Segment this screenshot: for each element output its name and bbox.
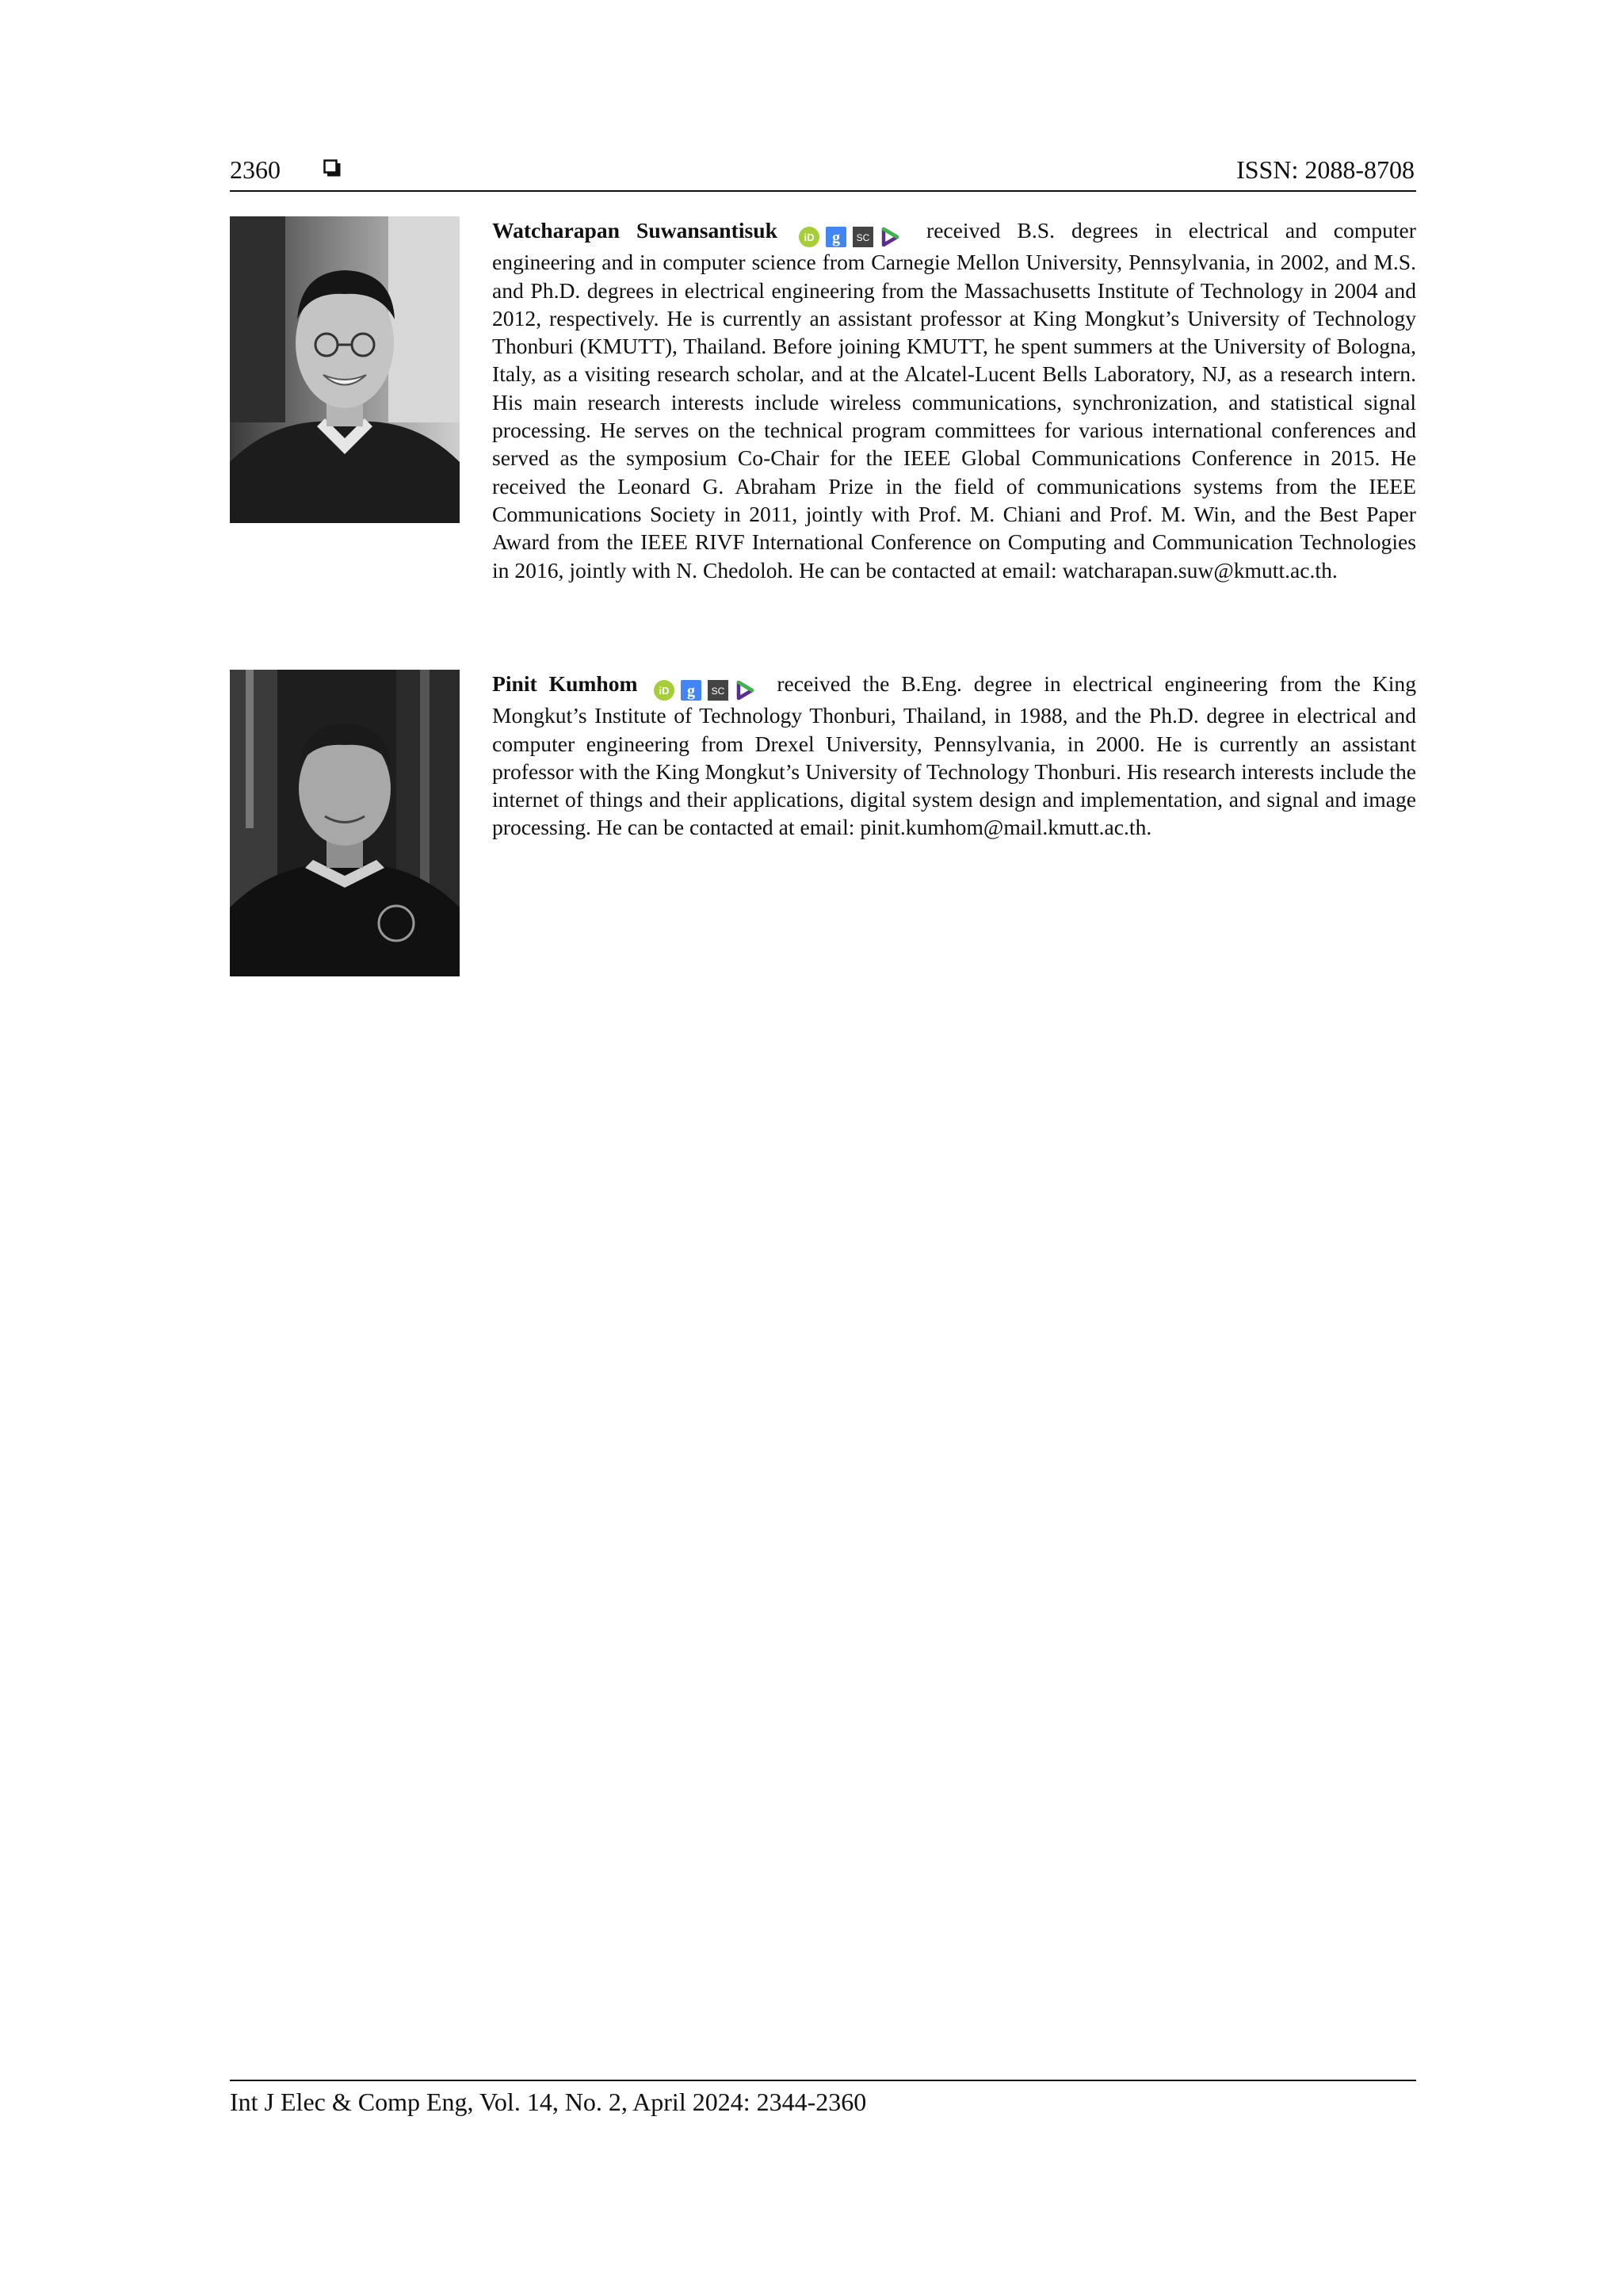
orcid-icon[interactable] [654,680,674,701]
svg-text:g: g [831,228,840,246]
page-number: 2360 [230,155,281,184]
author-bio-text-2 [492,670,1416,842]
svg-text:iD: iD [659,684,670,697]
scopus-icon[interactable] [708,680,728,701]
scopus-icon[interactable] [853,227,873,247]
issn-label: ISSN: 2088-8708 [1236,155,1415,184]
profile-icons-2 [654,674,762,701]
svg-text:g: g [687,682,696,700]
publons-icon[interactable] [880,227,900,247]
profile-icons-1 [799,220,907,248]
google-scholar-icon[interactable] [826,227,846,247]
publons-icon[interactable] [735,680,755,701]
orcid-icon[interactable] [799,227,819,247]
author-name-2: Pinit Kumhom [492,671,638,696]
author-description-1: received B.S. degrees in electrical and computer engineering and in computer science from Carnegie Mellon University, Pennsylvania, in 2002, and M.S. and Ph.D. degrees in electrical engineering from the Massachusetts Institute of Technology in 2004 and 2012, respectively. He is currently an assistant professor at King Mongkut’s University of Technology Thonburi (KMUTT), Thailand. Before joining KMUTT, he spent summers at the University of Bologna, Italy, as a visiting research scholar, and at the Alcatel-Lucent Bells Laboratory, NJ, as a research intern. His main research interests include wireless communications, synchronization, and statistical signal processing. He serves on the technical program committees for various international conferences and served as the symposium Co-Chair for the IEEE Global Communications Conference in 2015. He received the Leonard G. Abraham Prize in the field of communications systems from the IEEE Communications Society in 2011, jointly with Prof. M. Chiani and Prof. M. Win, and the Best Paper Award from the IEEE RIVF International Conference on Computing and Communication Technologies in 2016, jointly with N. Chedoloh. He can be contacted at email: watcharapan.suw@kmutt.ac.th. [492,218,1416,583]
author-description-2: received the B.Eng. degree in electrical engineering from the King Mongkut’s Institute of Technology Thonburi, Thailand, in 1988, and the Ph.D. degree in electrical and computer engineering from Drexel University, Pennsylvania, in 2000. He is currently an assistant professor with the King Mongkut’s University of Technology Thonburi. His research interests include the internet of things and their applications, digital system design and implementation, and signal and image processing. He can be contacted at email: pinit.kumhom@mail.kmutt.ac.th. [492,671,1416,840]
svg-text:iD: iD [804,231,815,243]
author-bio-text-1 [492,216,1416,584]
square-bullet-icon [323,159,341,177]
author-photo-2 [230,670,460,976]
author-name-1: Watcharapan Suwansantisuk [492,218,777,243]
journal-citation: Int J Elec & Comp Eng, Vol. 14, No. 2, April 2024: 2344-2360 [230,2088,867,2116]
page-header [230,149,1416,192]
svg-text:SC: SC [856,231,870,243]
page-footer [230,2080,1416,2116]
google-scholar-icon[interactable] [681,680,701,701]
svg-text:SC: SC [712,685,725,697]
author-photo-1 [230,216,460,523]
